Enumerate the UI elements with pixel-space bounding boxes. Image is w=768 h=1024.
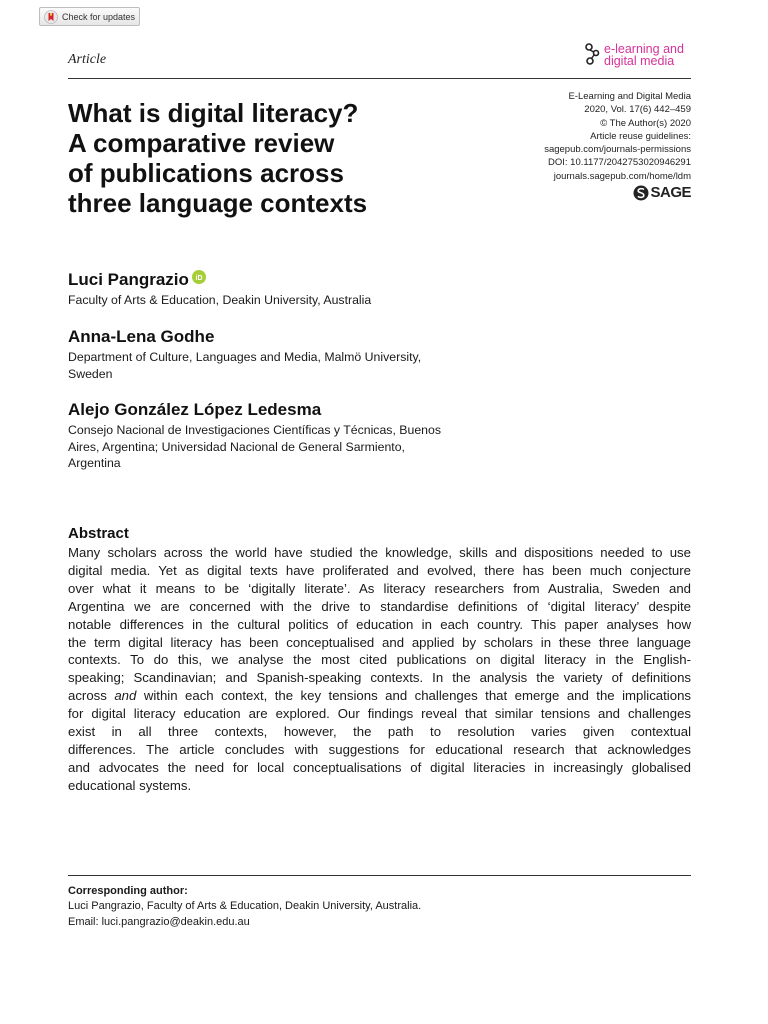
corresponding-email[interactable]: Email: luci.pangrazio@deakin.edu.au — [68, 915, 250, 928]
author-block — [68, 400, 441, 472]
author-name: Alejo González López Ledesma — [68, 400, 322, 419]
journal-info — [544, 90, 691, 183]
abstract-line: exist in all three contexts, however, the path to resolution varies given contextual — [68, 724, 691, 740]
copyright: © The Author(s) 2020 — [600, 117, 691, 129]
journal-home-link[interactable]: journals.sagepub.com/home/ldm — [553, 170, 691, 182]
header-divider — [68, 78, 691, 79]
check-for-updates-label: Check for updates — [62, 11, 136, 22]
affiliation-line: Argentina — [68, 456, 121, 470]
affiliation-line: Department of Culture, Languages and Media, Malmö University, — [68, 350, 422, 364]
title-line: A comparative review — [68, 128, 335, 158]
affiliation-line: Consejo Nacional de Investigaciones Científicas y Técnicas, Buenos — [68, 423, 441, 437]
abstract-line: contexts. To do this, we analyse the most cited publications on digital literacy in the English- — [68, 652, 691, 668]
author-affiliation — [68, 422, 441, 472]
sage-emblem-icon — [633, 185, 649, 201]
orcid-label: iD — [195, 275, 203, 282]
orcid-icon[interactable] — [192, 270, 206, 284]
journal-volume: 2020, Vol. 17(6) 442–459 — [584, 104, 691, 116]
check-for-updates-button[interactable] — [39, 7, 140, 26]
journal-name: E-Learning and Digital Media — [568, 91, 691, 102]
abstract-line: the term digital literacy has been conceptualised and applied by scholars in these three language — [68, 634, 691, 650]
sage-logo — [633, 184, 691, 201]
title-line: What is digital literacy? — [68, 98, 359, 128]
footer-divider — [68, 875, 691, 876]
author-affiliation — [68, 292, 371, 309]
journal-logo-line1: e-learning and — [604, 42, 684, 56]
corresponding-address: Luci Pangrazio, Faculty of Arts & Education, Deakin University, Australia. — [68, 900, 422, 913]
corresponding-heading: Corresponding author: — [68, 885, 188, 897]
journal-logo — [584, 43, 684, 67]
abstract-line: differences. The article concludes with suggestions for educational research that acknowledges — [68, 741, 691, 757]
title-line: three language contexts — [68, 188, 368, 218]
abstract-line: notable differences in the cultural politics of education in each country. This paper analyses how — [68, 616, 691, 632]
author-name-row — [68, 270, 371, 290]
abstract-line: educational systems. — [68, 777, 192, 793]
doi-link[interactable]: DOI: 10.1177/2042753020946291 — [548, 157, 691, 169]
article-type-label: Article — [68, 52, 107, 67]
abstract-line: speaking; Scandinavian; and Spanish-speaking contexts. In the analysis the variety of definitions — [68, 670, 691, 686]
abstract-line: over what it means to be ‘digitally literate’. As literacy researchers from Australia, Sweden and — [68, 580, 691, 596]
affiliation-line: Aires, Argentina; Universidad Nacional de General Sarmiento, — [68, 439, 405, 454]
reuse-guidelines-label: Article reuse guidelines: — [590, 130, 691, 142]
abstract-line-end: within each context, the key tensions and challenges that emerge and the implications — [143, 688, 691, 704]
author-name: Anna-Lena Godhe — [68, 327, 215, 346]
title-line: of publications across — [68, 158, 344, 188]
abstract-line — [68, 687, 691, 705]
abstract-line: Many scholars across the world have studied the knowledge, skills and dispositions needed to use — [68, 545, 691, 560]
corresponding-author — [68, 884, 421, 930]
abstract-line: digital media. Yet as digital texts have proliferated and evolved, there has been much conjecture — [68, 562, 691, 578]
network-node-icon — [584, 43, 600, 65]
permissions-link[interactable]: sagepub.com/journals-permissions — [544, 144, 691, 156]
author-block — [68, 270, 371, 309]
abstract-line: and advocates the need for local conceptualisations of digital literacies in increasingly globalised — [68, 759, 691, 775]
abstract-line: Argentina we are concerned with the drive to standardise definitions of ‘digital literacy’ despite — [68, 598, 691, 614]
abstract-heading: Abstract — [68, 525, 129, 542]
author-affiliation — [68, 349, 421, 382]
abstract-italic-word: and — [114, 688, 137, 704]
author-block — [68, 327, 421, 382]
paper-title — [68, 98, 508, 218]
journal-logo-line2: digital media — [604, 54, 675, 68]
bookmark-refresh-icon — [44, 10, 58, 24]
abstract-line: for digital literacy education are explored. Our findings reveal that similar tensions and challenges — [68, 706, 691, 722]
sage-logo-text: SAGE — [650, 184, 691, 201]
affiliation-line: Sweden — [68, 366, 113, 381]
affiliation-line: Faculty of Arts & Education, Deakin University, Australia — [68, 293, 372, 307]
author-name: Luci Pangrazio — [68, 270, 189, 289]
abstract-line-start: across — [68, 688, 115, 704]
abstract-body — [68, 544, 691, 795]
